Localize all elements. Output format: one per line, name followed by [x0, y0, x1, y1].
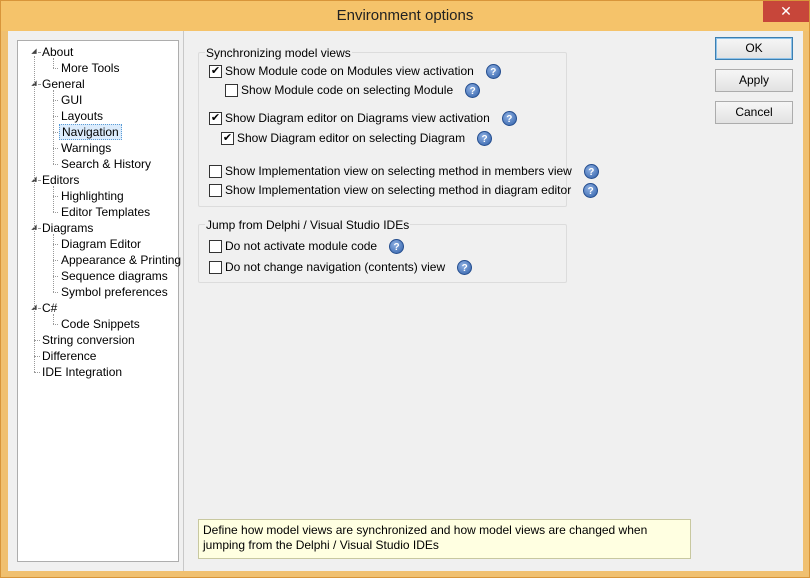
- tree-item[interactable]: Difference: [42, 349, 97, 363]
- close-button[interactable]: [763, 1, 809, 22]
- option-label: Show Module code on selecting Module: [241, 83, 454, 97]
- tree-connector: [53, 324, 58, 325]
- title-bar[interactable]: [1, 1, 809, 31]
- tree-item[interactable]: General: [42, 77, 85, 91]
- tree-item[interactable]: IDE Integration: [42, 365, 123, 379]
- tree-child-line: [53, 58, 54, 68]
- checkbox[interactable]: [221, 132, 234, 145]
- tree-connector: [38, 308, 40, 309]
- option-label: Show Implementation view on selecting method in members view: [225, 164, 572, 178]
- jump-ide-group-title: Jump from Delphi / Visual Studio IDEs: [206, 218, 410, 232]
- checkbox[interactable]: [209, 261, 222, 274]
- collapse-triangle-icon[interactable]: ◢: [31, 48, 37, 55]
- description-hint: Define how model views are synchronized and how model views are changed when jumping from the Delphi / Visual Studio IDEs: [198, 519, 691, 559]
- tree-item[interactable]: C#: [42, 301, 58, 315]
- option-do-not-change-navigation[interactable]: [209, 259, 472, 275]
- close-icon: ✕: [780, 3, 792, 19]
- dialog-client-area: [8, 31, 803, 571]
- tree-item[interactable]: Search & History: [61, 157, 152, 171]
- help-icon[interactable]: ?: [389, 239, 404, 254]
- option-module-code-on-selecting[interactable]: [225, 82, 480, 98]
- tree-item[interactable]: About: [42, 45, 74, 59]
- tree-item[interactable]: String conversion: [42, 333, 135, 347]
- options-tree[interactable]: [17, 40, 182, 562]
- tree-root-line: [34, 56, 35, 372]
- tree-connector: [53, 212, 58, 213]
- tree-item[interactable]: Diagram Editor: [61, 237, 142, 251]
- option-label: Do not activate module code: [225, 239, 378, 253]
- tree-item[interactable]: Sequence diagrams: [61, 269, 168, 283]
- collapse-triangle-icon[interactable]: ◢: [31, 176, 37, 183]
- cancel-button[interactable]: Cancel: [715, 101, 793, 124]
- help-icon[interactable]: ?: [502, 111, 517, 126]
- sync-views-group-title: Synchronizing model views: [206, 46, 351, 60]
- tree-item[interactable]: Editors: [42, 173, 80, 187]
- option-do-not-activate-module-code[interactable]: [209, 238, 404, 254]
- tree-connector: [38, 84, 40, 85]
- help-icon[interactable]: ?: [583, 183, 598, 198]
- help-icon[interactable]: ?: [465, 83, 480, 98]
- tree-connector: [38, 52, 40, 53]
- tree-item[interactable]: Symbol preferences: [61, 285, 168, 299]
- collapse-triangle-icon[interactable]: ◢: [31, 304, 37, 311]
- checkbox[interactable]: [209, 240, 222, 253]
- tree-connector: [38, 180, 40, 181]
- option-diagram-editor-on-selecting[interactable]: [221, 130, 492, 146]
- collapse-triangle-icon[interactable]: ◢: [31, 224, 37, 231]
- pane-divider: [183, 31, 184, 571]
- tree-connector: [53, 68, 58, 69]
- tree-child-line: [53, 234, 54, 292]
- tree-child-line: [53, 314, 54, 324]
- checkbox[interactable]: [209, 112, 222, 125]
- option-label: Show Diagram editor on Diagrams view activation: [225, 111, 490, 125]
- checkbox[interactable]: [209, 165, 222, 178]
- help-icon[interactable]: ?: [486, 64, 501, 79]
- option-diagram-editor-on-activation[interactable]: [209, 110, 517, 126]
- help-icon[interactable]: ?: [584, 164, 599, 179]
- tree-item[interactable]: Appearance & Printing: [61, 253, 182, 267]
- tree-item[interactable]: Editor Templates: [61, 205, 151, 219]
- ok-button[interactable]: OK: [715, 37, 793, 60]
- collapse-triangle-icon[interactable]: ◢: [31, 80, 37, 87]
- tree-item[interactable]: Warnings: [61, 141, 112, 155]
- tree-connector: [38, 228, 40, 229]
- option-label: Show Implementation view on selecting method in diagram editor: [225, 183, 572, 197]
- apply-button[interactable]: Apply: [715, 69, 793, 92]
- help-icon[interactable]: ?: [477, 131, 492, 146]
- checkbox[interactable]: [225, 84, 238, 97]
- tree-item[interactable]: Highlighting: [61, 189, 124, 203]
- tree-child-line: [53, 186, 54, 212]
- option-module-code-on-activation[interactable]: [209, 63, 501, 79]
- tree-child-line: [53, 90, 54, 164]
- option-label: Show Module code on Modules view activation: [225, 64, 474, 78]
- tree-item[interactable]: Layouts: [61, 109, 104, 123]
- help-icon[interactable]: ?: [457, 260, 472, 275]
- option-label: Do not change navigation (contents) view: [225, 260, 446, 274]
- option-label: Show Diagram editor on selecting Diagram: [237, 131, 466, 145]
- window-title: Environment options: [336, 7, 474, 24]
- tree-item[interactable]: GUI: [61, 93, 83, 107]
- option-impl-view-members[interactable]: [209, 163, 599, 179]
- tree-item[interactable]: Code Snippets: [61, 317, 140, 331]
- tree-connector: [34, 372, 40, 373]
- checkbox[interactable]: [209, 65, 222, 78]
- tree-connector: [53, 164, 58, 165]
- option-impl-view-diagram[interactable]: [209, 182, 598, 198]
- checkbox[interactable]: [209, 184, 222, 197]
- tree-item[interactable]: More Tools: [61, 61, 120, 75]
- tree-connector: [53, 292, 58, 293]
- tree-item[interactable]: Diagrams: [42, 221, 94, 235]
- tree-item[interactable]: Navigation: [59, 124, 122, 140]
